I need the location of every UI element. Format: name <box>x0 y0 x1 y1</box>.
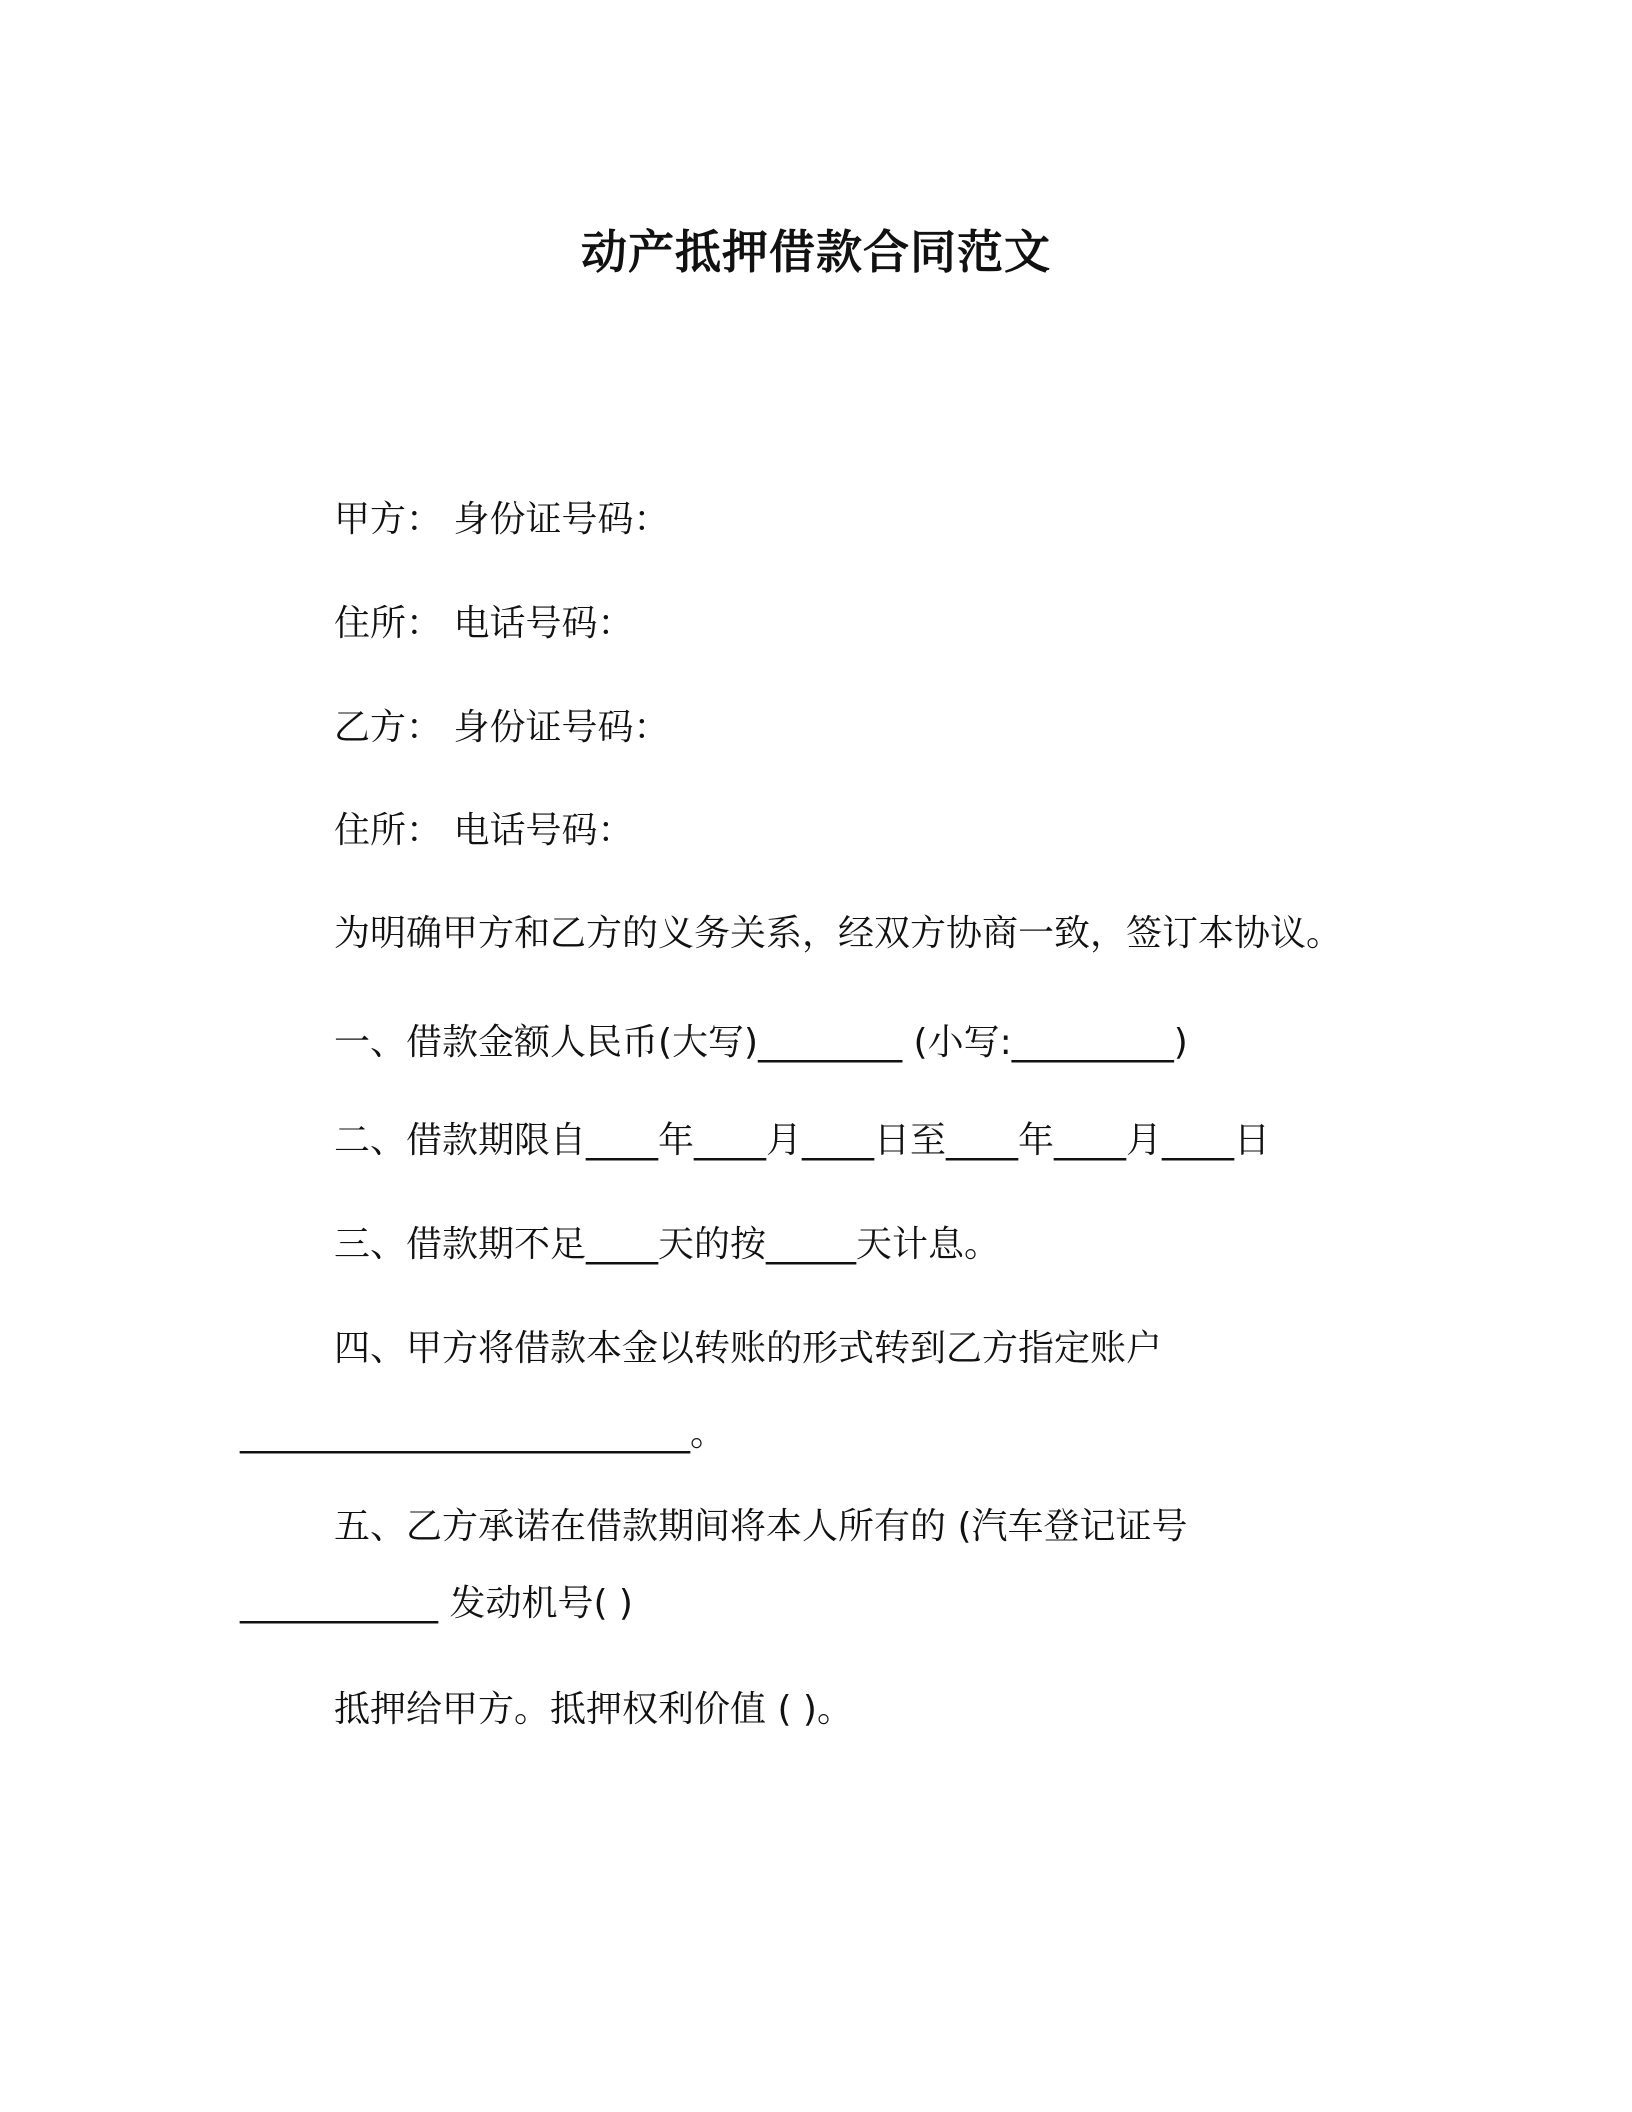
preamble-paragraph: 为明确甲方和乙方的义务关系，经双方协商一致，签订本协议。 <box>334 913 1343 954</box>
clause-5-engine-number: ___________ 发动机号( ) <box>240 1583 633 1624</box>
document-title: 动产抵押借款合同范文 <box>581 225 1051 279</box>
clause-3-interest-calculation: 三、借款期不足____天的按_____天计息。 <box>334 1224 1001 1265</box>
clause-4-account-blank: _________________________。 <box>240 1413 726 1454</box>
clause-5-collateral: 五、乙方承诺在借款期间将本人所有的 (汽车登记证号 <box>334 1506 1188 1547</box>
clause-4-transfer-account: 四、甲方将借款本金以转账的形式转到乙方指定账户 <box>334 1328 1163 1369</box>
clause-5-mortgage-value: 抵押给甲方。抵押权利价值 ( )。 <box>334 1689 853 1730</box>
clause-1-loan-amount: 一、借款金额人民币(大写)________ (小写:_________) <box>334 1022 1188 1063</box>
party-a-address-line: 住所： 电话号码： <box>334 603 634 644</box>
clause-2-loan-term: 二、借款期限自____年____月____日至____年____月____日 <box>334 1120 1271 1161</box>
party-b-address-line: 住所： 电话号码： <box>334 810 634 851</box>
party-a-id-line: 甲方： 身份证号码： <box>334 499 670 540</box>
party-b-id-line: 乙方： 身份证号码： <box>334 707 670 748</box>
